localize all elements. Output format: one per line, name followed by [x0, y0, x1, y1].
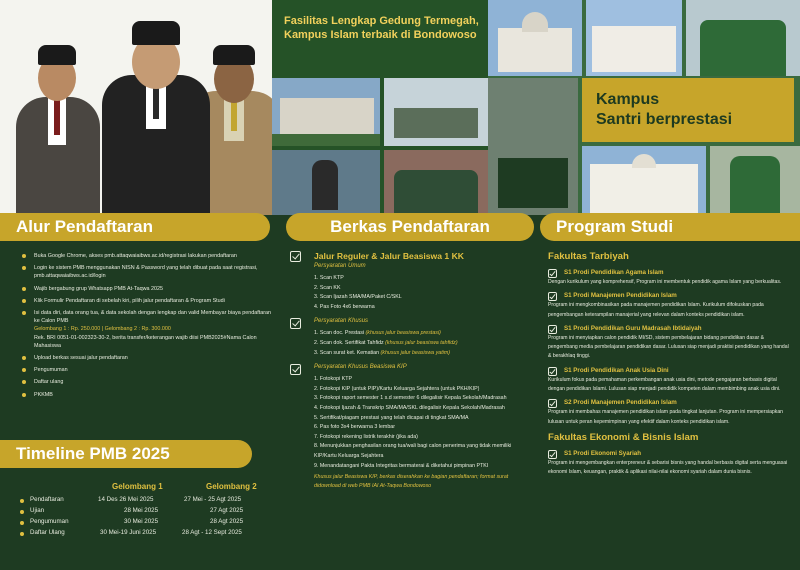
leaders-photo — [0, 0, 272, 215]
building-photo — [582, 146, 706, 215]
timeline-col-g2: Gelombang 2 — [206, 482, 257, 491]
list-item: 4. Pas Foto 4x6 berwarna — [314, 303, 375, 310]
list-item: 3. Scan Ijazah SMA/MA/Paket C/SKL — [314, 294, 402, 301]
fee-line: Gelombang 1 : Rp. 250.000 | Gelombang 2 : Rp. 300.000 — [34, 326, 171, 333]
list-item: Klik Formulir Pendaftaran di sebelah kiri, pilih jalur pendaftaran & Program Studi — [22, 297, 272, 305]
list-item: 2. Scan KK — [314, 284, 341, 291]
bullet-icon — [22, 254, 26, 258]
kampus-line2: Santri berprestasi — [596, 111, 733, 128]
alur-header: Alur Pendaftaran — [0, 213, 270, 241]
bullet-icon — [22, 287, 26, 291]
bullet-icon — [20, 510, 24, 514]
facility-panel — [272, 0, 488, 215]
bullet-icon — [22, 393, 26, 397]
checkbox-icon — [548, 399, 557, 408]
person-left — [12, 25, 104, 215]
list-item: 4. Fotokopi Ijazah & Transkrip SMA/MA/SKL dilegalisir Kepala Sekolah/Madrasah — [314, 404, 505, 411]
berkas-reguler — [290, 250, 532, 312]
award-photo — [272, 150, 380, 215]
list-item: Upload berkas sesuai jalur pendaftaran — [22, 354, 272, 362]
checkbox-icon — [290, 364, 301, 375]
campus-front-photo — [586, 0, 682, 76]
list-item: Buka Google Chrome, akses pmb.attaqwaiaibws.ac.id/registrasi lakukan pendaftaran — [22, 252, 272, 260]
facility-tagline: Fasilitas Lengkap Gedung Termegah, Kampus Islam terbaik di Bondowoso — [284, 15, 479, 41]
bullet-icon — [22, 299, 26, 303]
list-item: 9. Menandatangani Pakta Integritas bermaterai & diketahui pimpinan PTKI — [314, 462, 489, 469]
list-item: 2. Scan dok. Sertifikat Tahfidz (khusus jalur beasiswa tahfidz) — [314, 339, 458, 346]
checkbox-icon — [548, 292, 557, 301]
list-item: 6. Pas foto 3x4 berwarna 3 lembar — [314, 424, 395, 431]
list-item: Login ke sistem PMB menggunakan NISN & Password yang telah dibuat pada saat registrasi, pmb.attaqwaiaibws.ac.id/login — [22, 264, 272, 280]
prodi-item: S1 Prodi Pendidikan Agama Islam Dengan kurikulum yang komprehensif, Program ini membentuk pendidik agama Islam yang berkualitas. — [548, 269, 782, 285]
prodi-item: S1 Prodi Pendidikan Anak Usia Dini Kurikulum fokus pada pemahaman perkembangan anak usia dini, metode pengajaran berbasis digital dengan pendidikan Islami. Lulusan siap menjadi pendidik kompeten dalam membimbing anak usia dini. — [548, 366, 781, 393]
list-item: 1. Scan KTP — [314, 275, 344, 281]
prodi-header: Program Studi — [540, 213, 800, 241]
list-item: 3. Scan surat ket. Kematian (khusus jalur beasiswa yatim) — [314, 349, 451, 356]
person-center — [96, 5, 216, 215]
mosque-photo — [488, 0, 582, 76]
list-item: Daftar ulang — [22, 378, 272, 386]
berkas-header: Berkas Pendaftaran — [286, 213, 534, 241]
students-photo — [384, 150, 488, 215]
event-photo — [488, 78, 578, 215]
timeline-header: Timeline PMB 2025 — [0, 440, 252, 468]
checkbox-icon — [548, 325, 557, 334]
checkbox-icon — [290, 318, 301, 329]
faculty-ekonomi: Fakultas Ekonomi & Bisnis Islam — [548, 431, 699, 443]
table-row: Pengumuman 30 Mei 2025 28 Agt 2025 — [20, 518, 272, 529]
list-item: 3. Fotokopi raport semester 1 s.d semester 6 dilegalisir Kepala Sekolah/Madrasah — [314, 395, 507, 402]
table-row: Ujian 28 Mei 2025 27 Agt 2025 — [20, 507, 272, 518]
table-row: Daftar Ulang 30 Mei-19 Juni 2025 28 Agt - 12 Sept 2025 — [20, 529, 272, 540]
alur-steps — [22, 252, 272, 403]
list-item: 2. Fotokopi KIP (untuk PIP)/Kartu Keluarga Sejahtera (untuk PKH/KIP) — [314, 385, 480, 392]
list-item: Wajib bergabung grup Whatsapp PMB At-Taqwa 2025 — [22, 285, 272, 293]
rek-line: Rek. BRI 0051-01-002323-30-2, berita transfer/keterangan wajib diisi PMB2025#Nama Calon Mahasiswa — [34, 334, 257, 349]
table-row: Pendaftaran 14 Des 26 Mei 2025 27 Mei - 25 Agt 2025 — [20, 496, 272, 507]
kampus-line1: Kampus — [596, 91, 660, 108]
certificate-photo — [710, 146, 800, 215]
bullet-icon — [22, 368, 26, 372]
classroom-photo — [384, 78, 488, 146]
checkbox-icon — [548, 367, 557, 376]
bullet-icon — [20, 532, 24, 536]
kip-title: Persyaratan Khusus Beasiswa KIP — [314, 364, 407, 371]
checkbox-icon — [290, 251, 301, 262]
kampus-banner — [582, 78, 794, 142]
group-title: Jalur Reguler & Jalur Beasiswa 1 KK — [314, 251, 464, 261]
checkbox-icon — [548, 269, 557, 278]
list-item: Isi data diri, data orang tua, & data sekolah dengan lengkap dan valid Membayar biaya pendaftaran ke Calon PMB Gelombang 1 : Rp. 250.000 | Gelombang 2 : Rp. 300.000 Rek. BRI 0051-01-002323-30-2, berita transfer/keterangan wajib diisi PMB2025#Nama Calon Mahasiswa — [22, 309, 272, 350]
bullet-icon — [22, 266, 26, 270]
list-item: 7. Fotokopi rekening listrik terakhir (jika ada) — [314, 433, 418, 440]
list-item: 5. Sertifikat/piagam prestasi yang telah dicapai di tingkat SMA/MA — [314, 414, 469, 421]
campus-panel — [488, 0, 800, 215]
campus-photo — [272, 78, 380, 146]
khusus-title: Persyaratan Khusus — [314, 318, 369, 325]
list-item: 8. Menunjukkan penghasilan orang tua/wali bagi calon penerima yang tidak memiliki KIP/Kartu Keluarga Sejahtera — [314, 443, 512, 459]
list-item: Pengumuman — [22, 366, 272, 374]
bullet-icon — [22, 380, 26, 384]
berkas-kip — [290, 363, 532, 490]
timeline-col-g1: Gelombang 1 — [112, 482, 163, 491]
faculty-tarbiyah: Fakultas Tarbiyah — [548, 251, 629, 262]
graduates-photo — [686, 0, 800, 76]
prodi-item: S2 Prodi Manajemen Pendidikan Islam Program ini membahas manajemen pendidikan islam pada tingkat lanjutan. Program ini mempersiapkan lulusan untuk peran kepemimpinan yang efektif dalam konteks pendidikan islam. — [548, 399, 783, 425]
berkas-content — [290, 250, 532, 495]
berkas-khusus — [290, 317, 532, 358]
bullet-icon — [22, 356, 26, 360]
bullet-icon — [20, 521, 24, 525]
bullet-icon — [22, 311, 26, 315]
bullet-icon — [20, 499, 24, 503]
prodi-item: S1 Prodi Ekonomi Syariah Program ini mengembangkan enterpreneur & sebarisi bisnis yang handal berbasis digital serta menguasai ekonomi Islam, keuangan, praktik & aplikasi nilai-nilai ekonomi syariah dalam dunia bisnis. — [548, 449, 788, 476]
list-item: 1. Scan doc. Prestasi (khusus jalur beasiswa prestasi) — [314, 330, 441, 337]
prodi-content — [548, 250, 792, 482]
list-item: PKKMB — [22, 391, 272, 399]
list-item: 1. Fotokopi KTP — [314, 376, 352, 383]
kip-note: Khusus jalur Beasiswa KIP, berkas diserahkan ke bagian pendaftaran; format surat didownload di web PMB IAI At-Taqwa Bondowoso — [314, 474, 509, 489]
prodi-item: S1 Prodi Pendidikan Guru Madrasah Ibtidaiyah Program ini menyiapkan calon pendidik MI/SD, sistem pembelajaran bidang pendidikan dasar & pengembang media pembelajaran pendidikan dasar. Lulusan siap menjadi praktisi pendidikan yang handal & berakhlaq tinggi. — [548, 324, 789, 360]
checkbox-icon — [548, 450, 557, 459]
umum-title: Persyaratan Umum — [314, 263, 366, 269]
prodi-item: S1 Prodi Manajemen Pendidikan Islam Program ini mengkombinasikan pada manajemen pendidikan Islam. Kurikulum difokuskan pada pengembangan keterampilan manajerial yang relevan dalam konteks pendidikan islam. — [548, 292, 764, 318]
